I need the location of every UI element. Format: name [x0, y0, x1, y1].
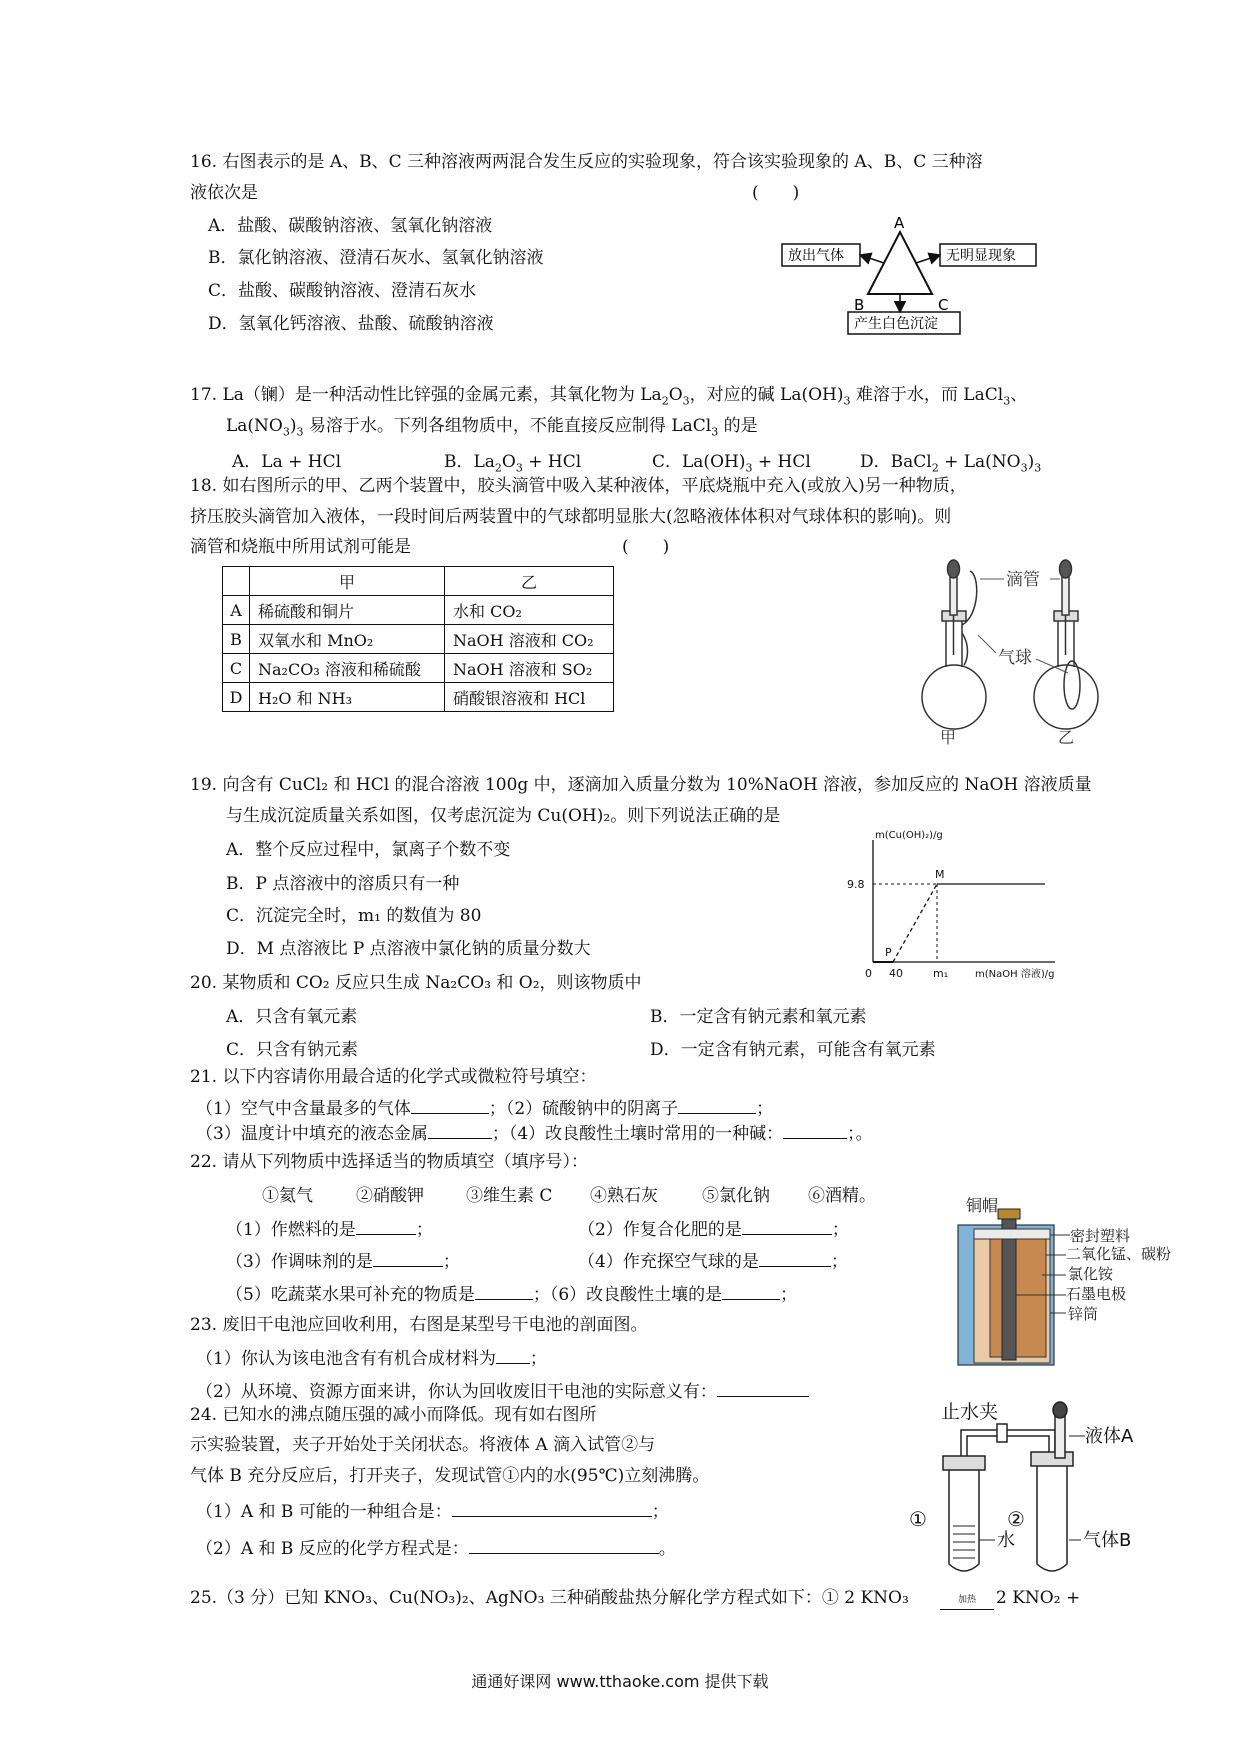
q23-stem: 23. 废旧干电池应回收利用，右图是某型号干电池的剖面图。	[190, 1315, 648, 1335]
q23-dry-cell-figure	[950, 1195, 1210, 1370]
table-cell: A	[223, 596, 250, 625]
q23-label-nh4cl: 氯化铵	[1068, 1265, 1114, 1283]
q19-option-c: C．沉淀完全时，m₁ 的数值为 80	[226, 906, 482, 926]
q24-test-tube-apparatus	[905, 1396, 1165, 1581]
answer-blank[interactable]	[717, 1380, 809, 1397]
q18-answer-paren: ( )	[622, 537, 670, 557]
table-row	[223, 683, 614, 712]
q22-item-1: ①氦气	[262, 1186, 313, 1206]
q16-option-a: A．盐酸、碳酸钠溶液、氢氧化钠溶液	[208, 216, 493, 236]
q18-stem-line2: 挤压胶头滴管加入液体，一段时间后两装置中的气球都明显胀大(忽略液体体积对气球体积的影响)。则	[190, 507, 952, 527]
q16-stem-line2: 液依次是	[190, 183, 258, 203]
q19-stem-line1: 19. 向含有 CuCl₂ 和 HCl 的混合溶液 100g 中，逐滴加入质量分数为 10%NaOH 溶液，参加反应的 NaOH 溶液质量	[190, 775, 1092, 795]
q22-item-5: ⑤氯化钠	[702, 1186, 770, 1206]
table-cell: NaOH 溶液和 CO₂	[445, 625, 614, 654]
q22-part5: （5）吃蔬菜水果可补充的物质是 ；（6）改良酸性土壤的是 ；	[226, 1285, 798, 1305]
q23-label-mno2-carbon: 二氧化锰、碳粉	[1066, 1245, 1172, 1263]
answer-blank[interactable]	[678, 1097, 756, 1114]
q18-stem-line1: 18. 如右图所示的甲、乙两个装置中，胶头滴管中吸入某种液体，平底烧瓶中充入(或放入)另一种物质，	[190, 476, 967, 496]
q24-part2: （2）A 和 B 反应的化学方程式是： 。	[196, 1539, 676, 1559]
q24-label-gas-b: 气体B	[1083, 1530, 1132, 1551]
q16-answer-paren: ( )	[752, 183, 800, 203]
q24-label-clip: 止水夹	[941, 1401, 999, 1423]
table-row	[223, 625, 614, 654]
q16-option-d: D．氢氧化钙溶液、盐酸、硫酸钠溶液	[208, 314, 494, 334]
q17-option-d: D．BaCl$_2$ + $La(NO_3)_3$	[860, 452, 1042, 475]
q19-point-m: M	[935, 868, 945, 881]
q17-option-b: B．$La_2O_3$ + HCl	[444, 452, 582, 475]
q17-stem-line1: 17. La（镧）是一种活动性比锌强的金属元素，其氧化物为 $La_2O_3$，对应的碱 $La(OH)_3$ 难溶于水，而 LaCl$_3$、	[190, 385, 1028, 408]
q23-part2: （2）从环境、资源方面来讲，你认为回收废旧干电池的实际意义有：	[196, 1380, 809, 1402]
q19-y-axis-label: m(Cu(OH)₂)/g	[875, 830, 943, 841]
answer-blank[interactable]	[411, 1097, 489, 1114]
q19-precipitate-graph	[845, 828, 1070, 980]
q24-part1: （1）A 和 B 可能的一种组合是： ；	[196, 1502, 669, 1522]
table-row	[223, 654, 614, 683]
table-cell: Na₂CO₃ 溶液和稀硫酸	[250, 654, 445, 683]
q22-part2: （2）作复合化肥的是 ；	[578, 1220, 849, 1240]
q18-reagent-table	[222, 566, 614, 712]
answer-blank[interactable]	[469, 1537, 659, 1554]
q25-reaction-arrow	[940, 1609, 994, 1610]
q19-option-b: B．P 点溶液中的溶质只有一种	[226, 874, 460, 894]
answer-blank[interactable]	[759, 1250, 831, 1267]
q23-label-zinc: 锌筒	[1068, 1305, 1099, 1323]
q18-label-dropper: 滴管	[1006, 570, 1040, 590]
q19-x-axis-label: m(NaOH 溶液)/g	[975, 969, 1055, 980]
q16-option-b: B．氯化钠溶液、澄清石灰水、氢氧化钠溶液	[208, 248, 544, 268]
table-cell: 硝酸银溶液和 HCl	[445, 683, 614, 712]
q18-flask-apparatus-figure	[910, 555, 1120, 745]
answer-blank[interactable]	[452, 1500, 652, 1517]
table-cell: 稀硫酸和铜片	[250, 596, 445, 625]
table-cell: B	[223, 625, 250, 654]
q19-x-tick-40: 40	[889, 967, 903, 980]
q19-y-tick-9.8: 9.8	[847, 878, 865, 891]
q19-point-p: P	[885, 946, 892, 959]
q17-option-c: C．$La(OH)_3$ + HCl	[652, 452, 811, 475]
q24-label-liquid-a: 液体A	[1085, 1426, 1134, 1447]
answer-blank[interactable]	[428, 1122, 492, 1139]
q23-part1: （1）你认为该电池含有有机合成材料为 ；	[196, 1349, 547, 1369]
q16-label-b: B	[854, 296, 865, 314]
table-header-cell: 甲	[250, 567, 445, 596]
answer-blank[interactable]	[496, 1347, 530, 1364]
q17-option-a: A．La + HCl	[232, 452, 342, 472]
q16-stem-line1: 16. 右图表示的是 A、B、C 三种溶液两两混合发生反应的实验现象，符合该实验现象的 A、B、C 三种溶	[190, 152, 983, 172]
q22-part1: （1）作燃料的是 ；	[226, 1220, 433, 1240]
q21-row2: （3）温度计中填充的液态金属 ；（4）改良酸性土壤时常用的一种碱： ；。	[196, 1124, 873, 1144]
q22-part4: （4）作充探空气球的是 ；	[578, 1252, 848, 1272]
q18-stem-line3: 滴管和烧瓶中所用试剂可能是	[190, 537, 411, 557]
q23-label-cap: 铜帽	[966, 1196, 999, 1215]
q24-label-water: 水	[997, 1530, 1015, 1551]
answer-blank[interactable]	[722, 1283, 780, 1300]
q24-label-tube2: ②	[1007, 1507, 1025, 1531]
table-row	[223, 596, 614, 625]
q19-x-tick-m1: m₁	[933, 967, 949, 980]
page-footer: 通通好课网 www.tthaoke.com 提供下载	[471, 1672, 769, 1691]
answer-blank[interactable]	[783, 1122, 847, 1139]
q25-reaction-condition: 加热	[957, 1595, 976, 1605]
q21-stem: 21. 以下内容请你用最合适的化学式或微粒符号填空：	[190, 1067, 597, 1087]
q19-stem-line2: 与生成沉淀质量关系如图，仅考虑沉淀为 Cu(OH)₂。则下列说法正确的是	[226, 806, 781, 826]
q22-item-3: ③维生素 C	[466, 1186, 553, 1206]
q22-item-4: ④熟石灰	[590, 1186, 658, 1206]
q22-stem: 22. 请从下列物质中选择适当的物质填空（填序号）：	[190, 1152, 588, 1172]
table-header-cell	[223, 567, 250, 596]
q16-label-a: A	[894, 214, 905, 232]
q16-triangle	[868, 232, 932, 294]
q19-option-d: D．M 点溶液比 P 点溶液中氯化钠的质量分数大	[226, 939, 591, 959]
q18-label-balloon: 气球	[998, 648, 1032, 668]
q22-item-2: ②硝酸钾	[356, 1186, 424, 1206]
table-cell: D	[223, 683, 250, 712]
q25-stem: 25.（3 分）已知 KNO₃、Cu(NO₃)₂、AgNO₃ 三种硝酸盐热分解化学方程式如下：① 2 KNO₃	[190, 1588, 909, 1608]
q24-stem-line3: 气体 B 充分反应后，打开夹子，发现试管①内的水(95℃)立刻沸腾。	[190, 1466, 710, 1486]
q19-option-a: A．整个反应过程中，氯离子个数不变	[226, 840, 511, 860]
q16-option-c: C．盐酸、碳酸钠溶液、澄清石灰水	[208, 281, 477, 301]
q18-label-jia: 甲	[940, 728, 957, 745]
q21-row1: （1）空气中含量最多的气体 ；（2）硫酸钠中的阴离子 ；	[196, 1099, 774, 1119]
table-header-cell: 乙	[445, 567, 614, 596]
q16-label-c: C	[938, 296, 949, 314]
q16-box-precip-text: 产生白色沉淀	[854, 316, 938, 332]
table-cell: NaOH 溶液和 SO₂	[445, 654, 614, 683]
q24-stem-line1: 24. 已知水的沸点随压强的减小而降低。现有如右图所	[190, 1405, 597, 1425]
table-cell: 水和 CO₂	[445, 596, 614, 625]
answer-blank[interactable]	[475, 1283, 533, 1300]
q20-stem: 20. 某物质和 CO₂ 反应只生成 Na₂CO₃ 和 O₂，则该物质中	[190, 973, 642, 993]
table-cell: C	[223, 654, 250, 683]
q16-box-gas-text: 放出气体	[788, 248, 844, 264]
q20-option-a: A．只含有氧元素	[226, 1007, 358, 1027]
answer-blank[interactable]	[373, 1250, 443, 1267]
q24-label-tube1: ①	[909, 1507, 927, 1531]
q25-equation-rhs: 2 KNO₂ +	[996, 1588, 1081, 1608]
q24-stem-line2: 示实验装置，夹子开始处于关闭状态。将液体 A 滴入试管②与	[190, 1435, 656, 1455]
table-cell: H₂O 和 NH₃	[250, 683, 445, 712]
answer-blank[interactable]	[356, 1218, 416, 1235]
q19-origin: 0	[865, 967, 872, 980]
q23-label-plastic: 密封塑料	[1070, 1227, 1131, 1245]
table-cell: 双氧水和 MnO₂	[250, 625, 445, 654]
q18-label-yi: 乙	[1058, 728, 1075, 745]
q22-item-6: ⑥酒精。	[808, 1186, 876, 1206]
table-header-row	[223, 567, 614, 596]
q23-label-graphite: 石墨电极	[1066, 1285, 1127, 1303]
answer-blank[interactable]	[742, 1218, 832, 1235]
q17-stem-line2: $La(NO_3)_3$ 易溶于水。下列各组物质中，不能直接反应制得 LaCl$_3$ 的是	[226, 416, 758, 439]
q16-reaction-diagram	[780, 212, 1060, 347]
q20-option-d: D．一定含有钠元素，可能含有氧元素	[650, 1040, 936, 1060]
q16-box-noobvious-text: 无明显现象	[946, 248, 1016, 264]
q22-part3: （3）作调味剂的是 ；	[226, 1252, 460, 1272]
q20-option-b: B．一定含有钠元素和氧元素	[650, 1007, 867, 1027]
q20-option-c: C．只含有钠元素	[226, 1040, 359, 1060]
